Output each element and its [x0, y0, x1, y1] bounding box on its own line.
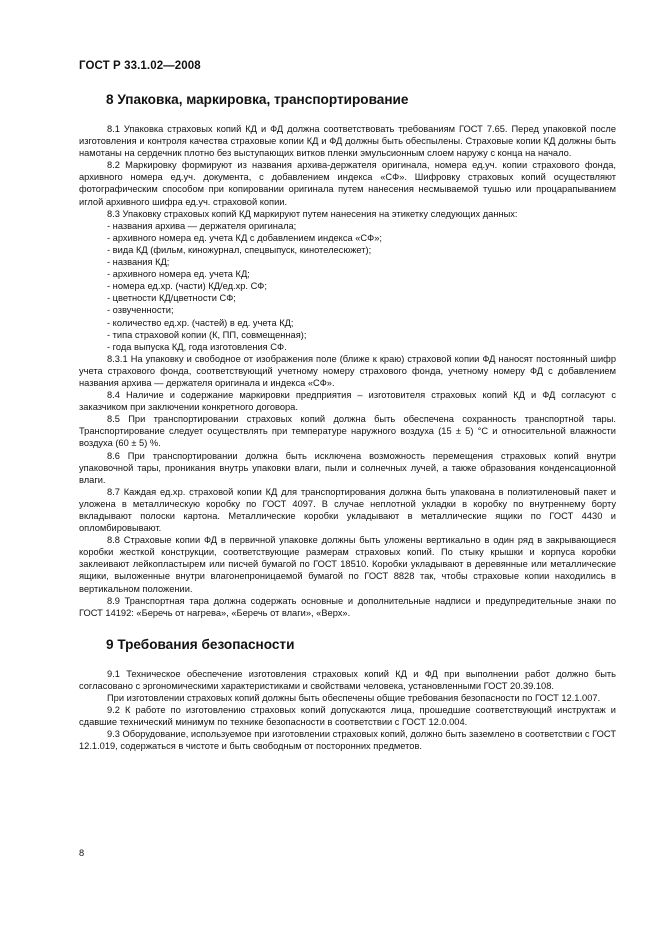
list-item: - озвученности; [107, 305, 174, 316]
paragraph-8-8: 8.8 Страховые копии ФД в первичной упаковке должны быть уложены вертикально в один ряд в закрывающиеся коробки жесткой конструкции, соответствующие размерам страховых копий. По стыку крышки и корпуса коробки заклеивают лейкопластырем или писчей бумагой по ГОСТ 18510. Коробки укладывают в деревянные или металлические ящики, выложенные внутри влагонепроницаемой бумагой по ГОСТ 8828 так, чтобы страховые копии находились в вертикальном положении. [79, 535, 616, 594]
list-item: - цветности КД/цветности СФ; [107, 293, 236, 304]
marking-data-list [79, 220, 616, 353]
list-item: - архивного номера ед. учета КД; [107, 269, 250, 280]
document-body [79, 92, 616, 753]
list-item: - названия КД; [107, 257, 170, 268]
list-item: - номера ед.хр. (части) КД/ед.хр. СФ; [107, 281, 267, 292]
page-number: 8 [79, 848, 85, 858]
paragraph-9-3: 9.3 Оборудование, используемое при изготовлении страховых копий, должно быть заземлено в соответствии с ГОСТ 12.1.019, содержаться в чистоте и быть свободным от посторонних предметов. [79, 729, 616, 752]
list-item: - года выпуска КД, года изготовления СФ. [107, 341, 287, 352]
paragraph-8-7: 8.7 Каждая ед.хр. страховой копии КД для транспортирования должна быть упакована в полиэтиленовый пакет и уложена в металлическую коробку по ГОСТ 4097. В случае неплотной укладки в коробку по внутреннему борту вкладывают полоски картона. Металлические коробки укладывают в металлические ящики по ГОСТ 4430 и опломбировывают. [79, 486, 616, 534]
paragraph-8-6: 8.6 При транспортировании должна быть исключена возможность перемещения страховых копий внутри упаковочной тары, проникания внутрь упаковки влаги, пыли и солнечных лучей, а также образования конденсационной влаги. [79, 450, 616, 485]
paragraph-8-4: 8.4 Наличие и содержание маркировки предприятия – изготовителя страховых копий КД и ФД согласуют с заказчиком при заключении конкретного договора. [79, 390, 616, 413]
list-item: - вида КД (фильм, киножурнал, спецвыпуск, кинотелесюжет); [107, 244, 372, 255]
section-9-title: 9 Требования безопасности [106, 636, 295, 652]
paragraph-8-3-1: 8.3.1 На упаковку и свободное от изображения поле (ближе к краю) страховой копии ФД наносят постоянный шифр учета страхового фонда, соответствующий учетному номеру страхового фонда, учетному номеру ФД с добавлением названия архива — держателя оригинала и индекса «СФ». [79, 353, 616, 388]
paragraph-8-1: 8.1 Упаковка страховых копий КД и ФД должна соответствовать требованиям ГОСТ 7.65. Перед упаковкой после изготовления и контроля качества страховые копии КД и ФД должны быть обеспылены. Страховые копии КД должны быть намотаны на сердечник плотно без выступающих витков пленки эмульсионным слоем наружу с конца на начало. [79, 124, 616, 159]
list-item: - архивного номера ед. учета КД с добавлением индекса «СФ»; [107, 232, 382, 243]
list-item: - названия архива — держателя оригинала; [107, 220, 297, 231]
paragraph-8-9: 8.9 Транспортная тара должна содержать основные и дополнительные надписи и предупредительные знаки по ГОСТ 14192: «Беречь от нагрева», «Беречь от влаги», «Верх». [79, 595, 616, 618]
list-item: - количество ед.хр. (частей) в ед. учета КД; [107, 317, 294, 328]
list-item: - типа страховой копии (К, ПП, совмещенная); [107, 329, 307, 340]
paragraph-9-2: 9.2 К работе по изготовлению страховых копий допускаются лица, прошедшие соответствующий инструктаж и сдавшие технический минимум по технике безопасности в соответствии с ГОСТ 12.0.004. [79, 705, 616, 728]
document-header: ГОСТ Р 33.1.02—2008 [79, 60, 201, 72]
paragraph-9-1-continued: При изготовлении страховых копий должны быть обеспечены общие требования безопасности по ГОСТ 12.1.007. [107, 693, 601, 704]
paragraph-8-2: 8.2 Маркировку формируют из названия архива-держателя оригинала, номера ед.уч. копии страхового фонда, архивного номера ед.уч. документа, с добавлением индекса «СФ». Шифровку страховых копий осуществляют фотографическим способом при копировании оригинала путем нанесения несмываемой тушью или процарапыванием иглой архивного шифра ед.уч. страховой копии. [79, 160, 616, 207]
paragraph-8-5: 8.5 При транспортировании страховых копий должна быть обеспечена сохранность транспортной тары. Транспортирование следует осуществлять при температуре наружного воздуха (15 ± 5) °С и относительной влажности воздуха (60 ± 5) %. [79, 414, 616, 449]
paragraph-9-1: 9.1 Техническое обеспечение изготовления страховых копий КД и ФД при выполнении работ должно быть согласовано с эргономическими характеристиками и свойствами человека, установленными ГОСТ 20.39.108. [79, 668, 616, 691]
section-8-title: 8 Упаковка, маркировка, транспортирование [106, 92, 409, 107]
paragraph-8-3: 8.3 Упаковку страховых копий КД маркируют путем нанесения на этикетку следующих данных: [107, 208, 518, 219]
